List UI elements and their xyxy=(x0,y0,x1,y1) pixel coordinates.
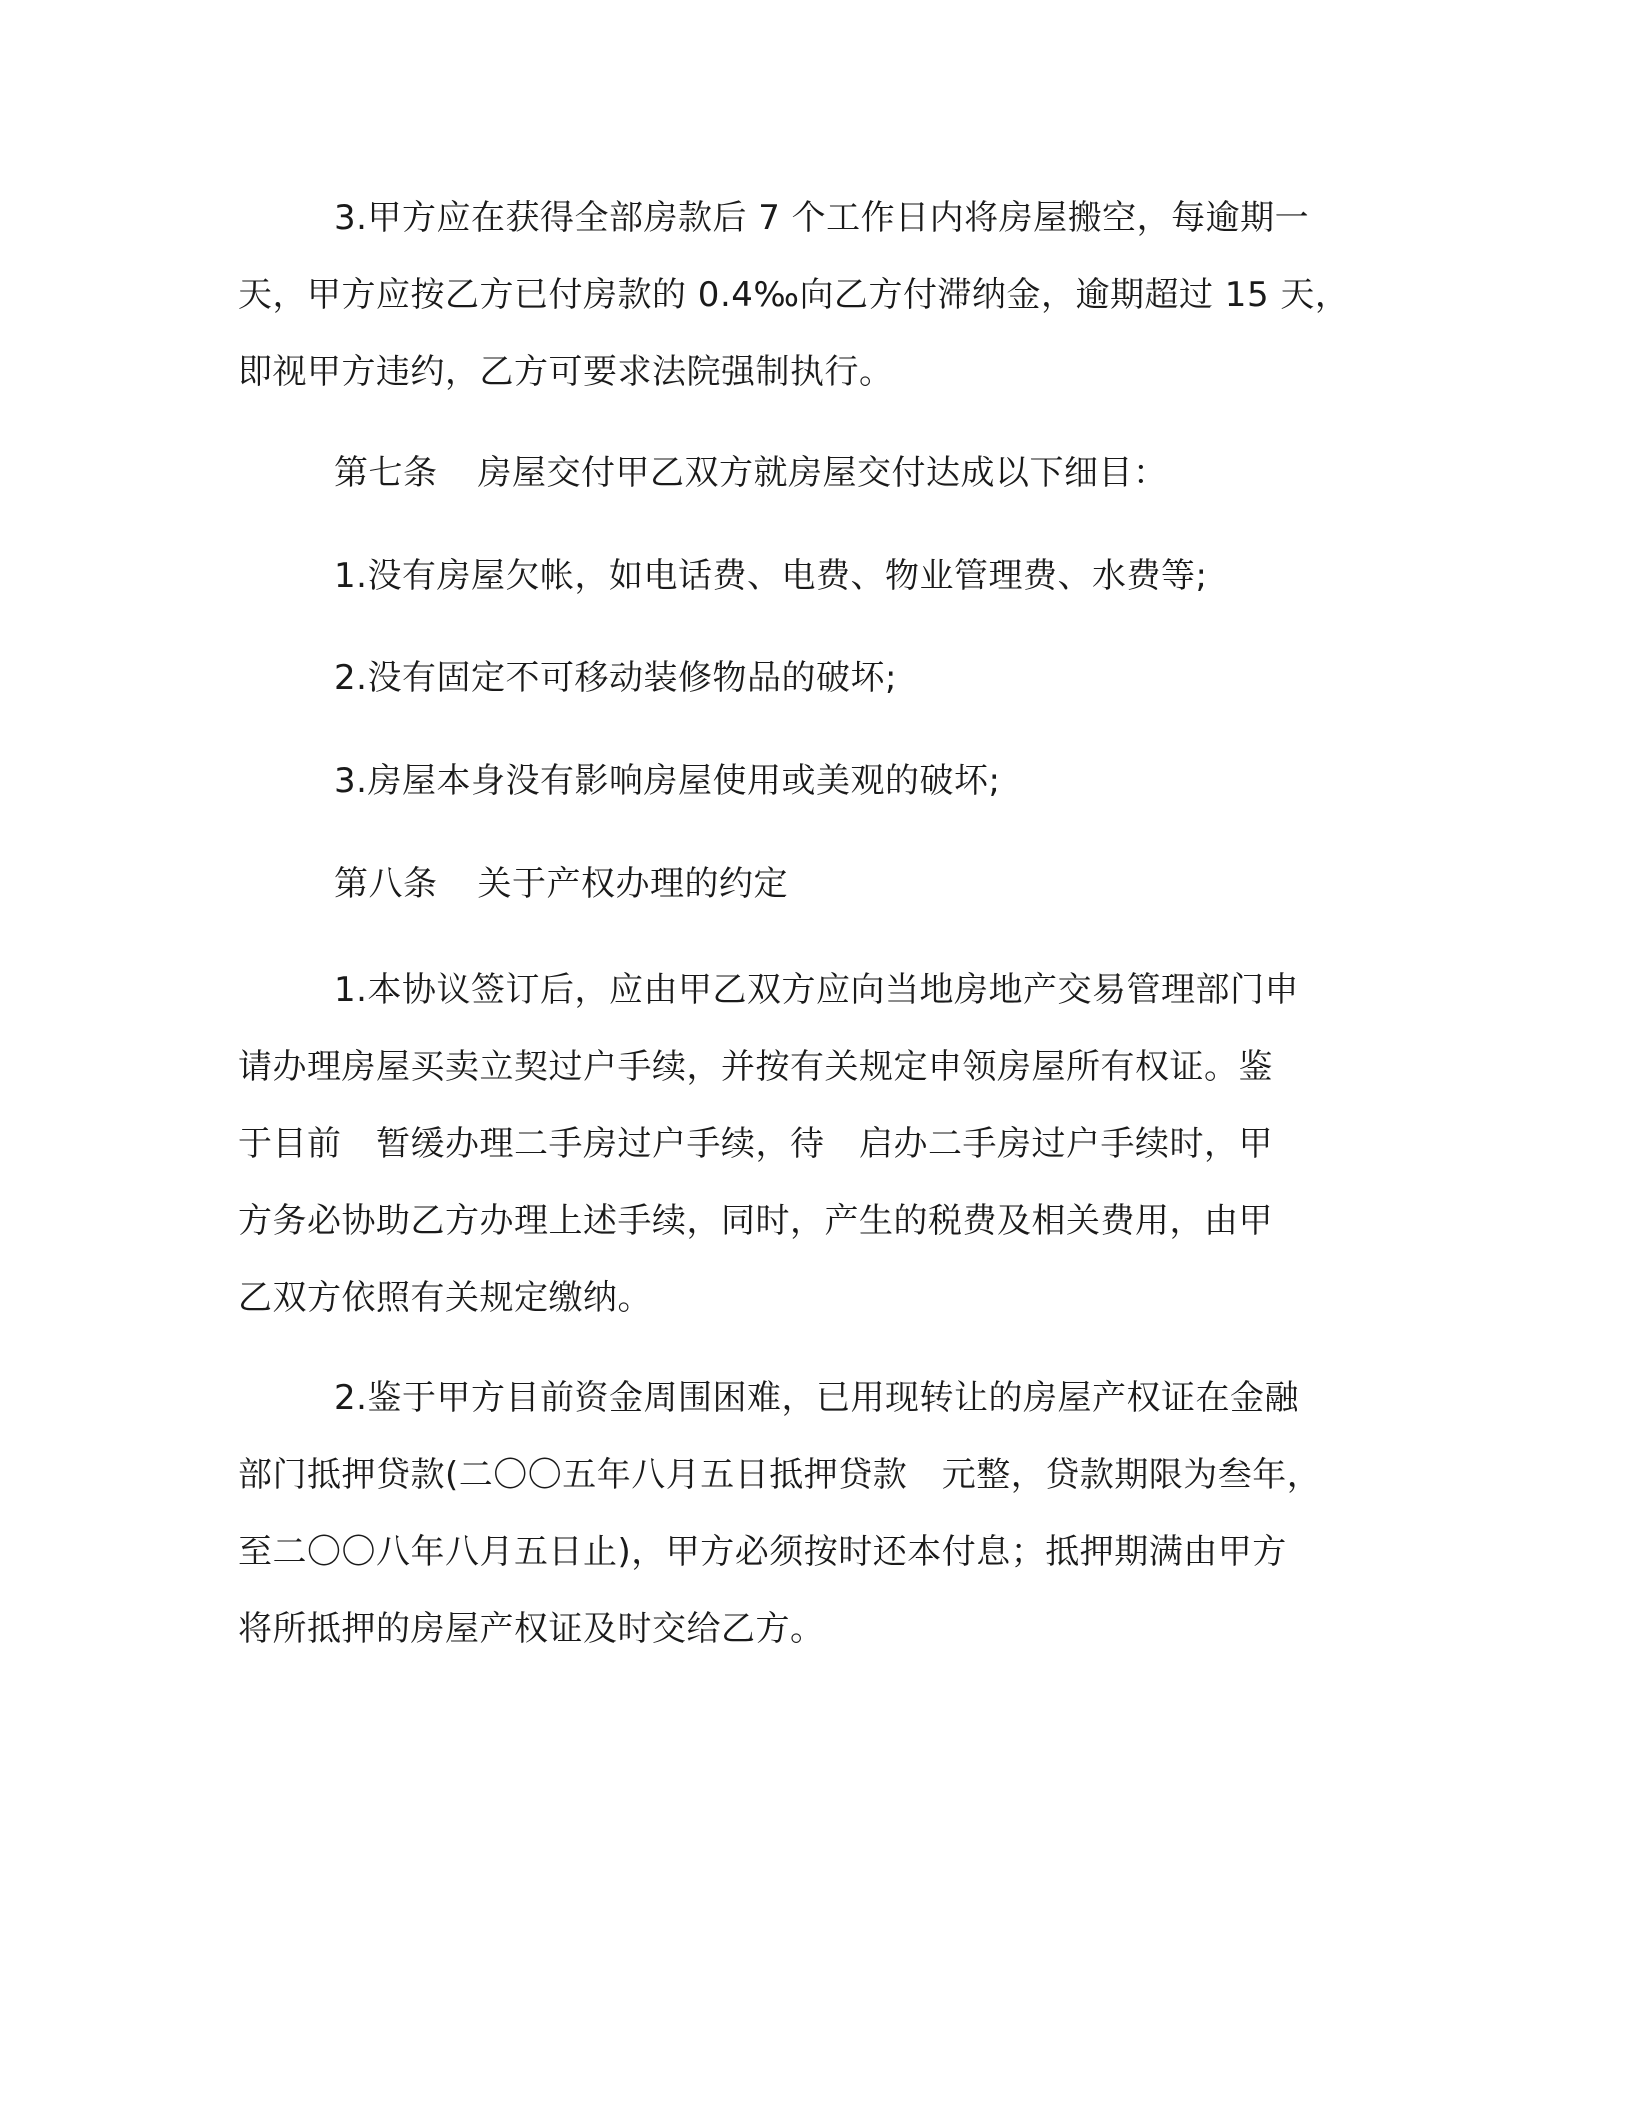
text-line: 方务必协助乙方办理上述手续，同时，产生的税费及相关费用，由甲 xyxy=(238,1201,1273,1241)
text-line: 至二〇〇八年八月五日止)，甲方必须按时还本付息；抵押期满由甲方 xyxy=(238,1532,1287,1572)
text-line: 2.鉴于甲方目前资金周围困难，已用现转让的房屋产权证在金融 xyxy=(334,1378,1299,1418)
paragraph-delivery-deadline xyxy=(238,180,1398,411)
text-line: 1.本协议签订后，应由甲乙双方应向当地房地产交易管理部门申 xyxy=(334,970,1299,1010)
article-title: 房屋交付甲乙双方就房屋交付达成以下细目： xyxy=(477,453,1168,493)
text-line: 于目前 暂缓办理二手房过户手续，待 启办二手房过户手续时，甲 xyxy=(238,1124,1273,1164)
article-label: 第七条 xyxy=(334,453,438,493)
list-item xyxy=(238,743,1398,820)
text-line: 请办理房屋买卖立契过户手续，并按有关规定申领房屋所有权证。鉴 xyxy=(238,1047,1273,1087)
paragraph-title-transfer xyxy=(238,952,1398,1337)
list-item xyxy=(238,640,1398,717)
text-line: 部门抵押贷款(二〇〇五年八月五日抵押贷款 元整，贷款期限为叁年， xyxy=(238,1455,1322,1495)
article-8-heading xyxy=(238,846,1398,923)
text-line: 乙双方依照有关规定缴纳。 xyxy=(238,1278,652,1318)
text-line: 天，甲方应按乙方已付房款的 0.4‰向乙方付滞纳金，逾期超过 15 天， xyxy=(238,275,1350,315)
text-line: 1.没有房屋欠帐，如电话费、电费、物业管理费、水费等; xyxy=(334,556,1208,596)
paragraph-mortgage xyxy=(238,1360,1398,1668)
text-line: 即视甲方违约，乙方可要求法院强制执行。 xyxy=(238,352,894,392)
text-line: 将所抵押的房屋产权证及时交给乙方。 xyxy=(238,1609,825,1649)
text-line: 3.房屋本身没有影响房屋使用或美观的破坏; xyxy=(334,761,1001,801)
list-item xyxy=(238,538,1398,615)
article-title: 关于产权办理的约定 xyxy=(477,864,788,904)
article-7-heading xyxy=(238,435,1398,512)
text-line: 2.没有固定不可移动装修物品的破坏; xyxy=(334,658,897,698)
text-line: 3.甲方应在获得全部房款后 7 个工作日内将房屋搬空，每逾期一 xyxy=(334,198,1310,238)
article-label: 第八条 xyxy=(334,864,438,904)
